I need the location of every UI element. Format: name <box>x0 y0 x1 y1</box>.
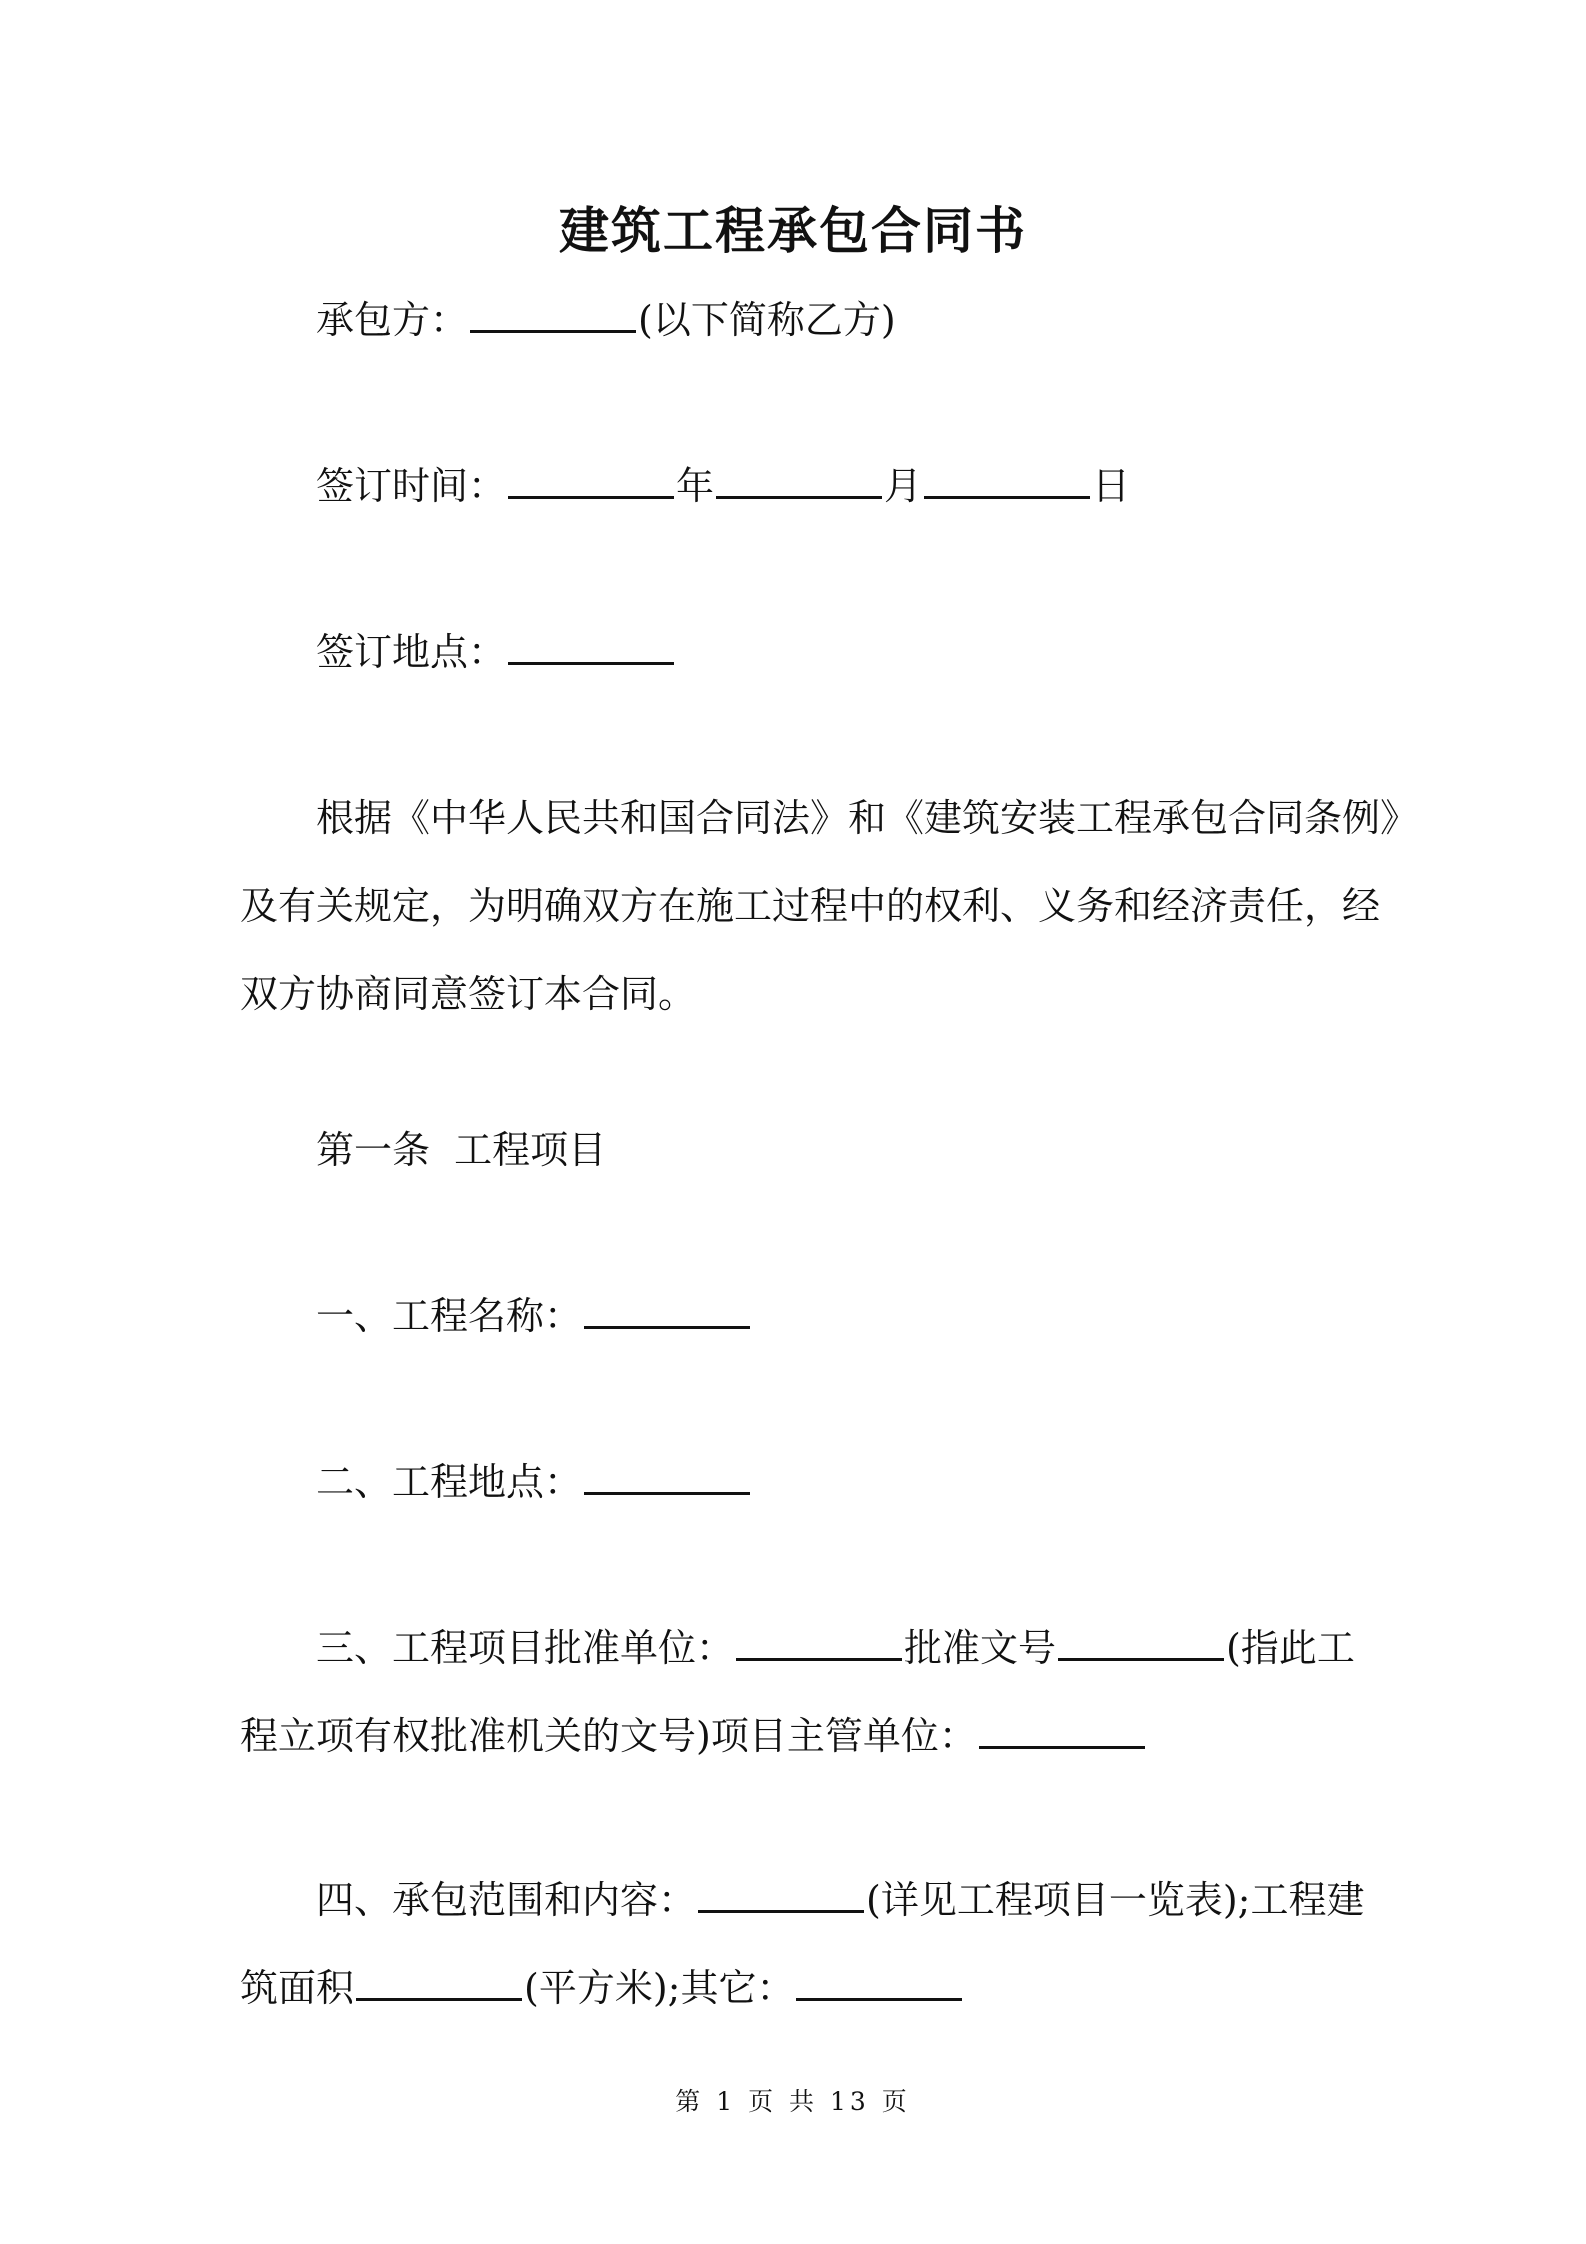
project-place-label: 二、工程地点： <box>316 1460 583 1504</box>
approval-line-1 <box>240 1618 1426 1678</box>
scope-note: (详见工程项目一览表);工程建 <box>866 1878 1365 1922</box>
area-label: 筑面积 <box>240 1966 355 2010</box>
sign-place-blank[interactable] <box>508 624 674 665</box>
approval-unit-label: 三、工程项目批准单位： <box>316 1626 735 1670</box>
scope-label: 四、承包范围和内容： <box>316 1878 697 1922</box>
supervisor-unit-blank[interactable] <box>979 1708 1145 1749</box>
contractor-suffix: (以下简称乙方) <box>638 298 896 342</box>
page-footer: 第 1 页 共 13 页 <box>675 2087 911 2116</box>
approval-note-start: (指此工 <box>1226 1626 1355 1670</box>
day-label: 日 <box>1092 464 1131 508</box>
approval-no-blank[interactable] <box>1058 1620 1224 1661</box>
preamble-line-1: 根据《中华人民共和国合同法》和《建筑安装工程承包合同条例》 <box>316 796 1419 840</box>
project-place-line <box>240 1452 1426 1512</box>
area-blank[interactable] <box>356 1960 522 2001</box>
sign-place-line <box>240 622 1426 682</box>
contractor-label: 承包方： <box>316 298 469 342</box>
preamble-line-3: 双方协商同意签订本合同。 <box>240 972 697 1016</box>
month-label: 月 <box>884 464 923 508</box>
area-unit: (平方米);其它： <box>524 1966 795 2010</box>
project-name-label: 一、工程名称： <box>316 1294 583 1338</box>
document-title: 建筑工程承包合同书 <box>559 201 1027 260</box>
contractor-line <box>240 290 1426 350</box>
preamble-line-2: 及有关规定，为明确双方在施工过程中的权利、义务和经济责任，经 <box>240 884 1381 928</box>
approval-no-label: 批准文号 <box>904 1626 1057 1670</box>
project-name-blank[interactable] <box>584 1288 750 1329</box>
project-place-blank[interactable] <box>584 1454 750 1495</box>
other-blank[interactable] <box>796 1960 962 2001</box>
approval-unit-blank[interactable] <box>736 1620 902 1661</box>
scope-line-1 <box>240 1870 1426 1930</box>
sign-place-label: 签订地点： <box>316 630 507 674</box>
scope-line-2 <box>240 1958 1350 2018</box>
day-blank[interactable] <box>924 458 1090 499</box>
approval-line-2 <box>240 1706 1350 1766</box>
scope-blank[interactable] <box>698 1872 864 1913</box>
approval-line-2-text: 程立项有权批准机关的文号)项目主管单位： <box>240 1714 977 1758</box>
article1-heading <box>240 1120 1426 1180</box>
year-label: 年 <box>676 464 715 508</box>
year-blank[interactable] <box>508 458 674 499</box>
contractor-blank[interactable] <box>470 292 636 333</box>
sign-time-label: 签订时间： <box>316 464 507 508</box>
article1-heading-text: 第一条 工程项目 <box>316 1128 607 1172</box>
month-blank[interactable] <box>716 458 882 499</box>
project-name-line <box>240 1286 1426 1346</box>
sign-time-line <box>240 456 1426 516</box>
